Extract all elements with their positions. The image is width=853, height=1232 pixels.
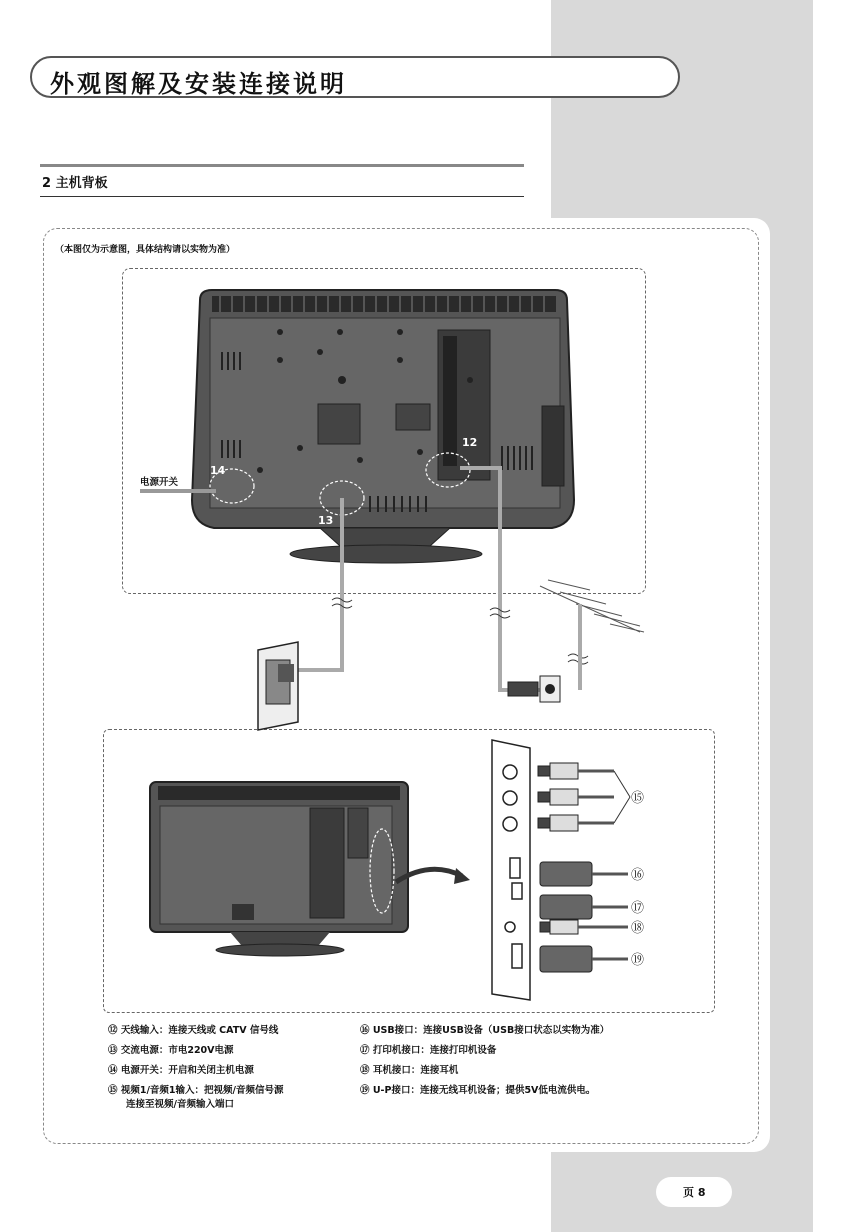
legend-right [360,1024,740,1098]
tv-back-illustration [192,290,574,563]
antenna-illustration [540,580,644,690]
page-title: 外观图解及安装连接说明 [50,69,347,98]
callout-17: ⑰ [631,901,645,916]
connector-panel-illustration [492,740,530,1000]
legend-item: ⑱ 耳机接口：连接耳机 [360,1065,459,1076]
callout-18: ⑱ [631,921,645,936]
section-title: 2 主机背板 [42,176,108,191]
legend-item: ⑭ 电源开关：开启和关闭主机电源 [108,1065,254,1076]
legend-item: ⑬ 交流电源：市电220V电源 [108,1045,234,1056]
small-tv-illustration [150,782,408,956]
coax-plug [508,676,560,702]
power-switch-label: 电源开关 [140,477,179,488]
legend-item: ⑮ 视频1/音频1输入：把视频/音频信号源 连接至视频/音频输入端口 [108,1085,284,1110]
rca-plugs [538,763,630,831]
callout-15: ⑮ [631,791,645,806]
callout-19: ⑲ [631,953,645,968]
legend-left [108,1024,348,1112]
callout-14: 14 [210,464,226,477]
legend-item: ⑯ USB接口：连接USB设备（USB接口状态以实物为准） [360,1025,610,1036]
legend-item: ⑲ U-P接口：连接无线耳机设备；提供5V低电流供电。 [360,1085,596,1096]
legend-item: ⑫ 天线输入：连接天线或 CATV 信号线 [108,1025,279,1036]
callout-13: 13 [318,514,334,527]
callout-16: ⑯ [631,868,645,883]
wall-outlet-illustration [258,642,298,730]
usb-plugs [540,862,628,972]
page-number: 页 8 [683,1186,706,1199]
diagram-note: （本图仅为示意图，具体结构请以实物为准） [55,245,236,255]
legend-item: ⑰ 打印机接口：连接打印机设备 [360,1045,497,1056]
callout-12: 12 [462,436,478,449]
